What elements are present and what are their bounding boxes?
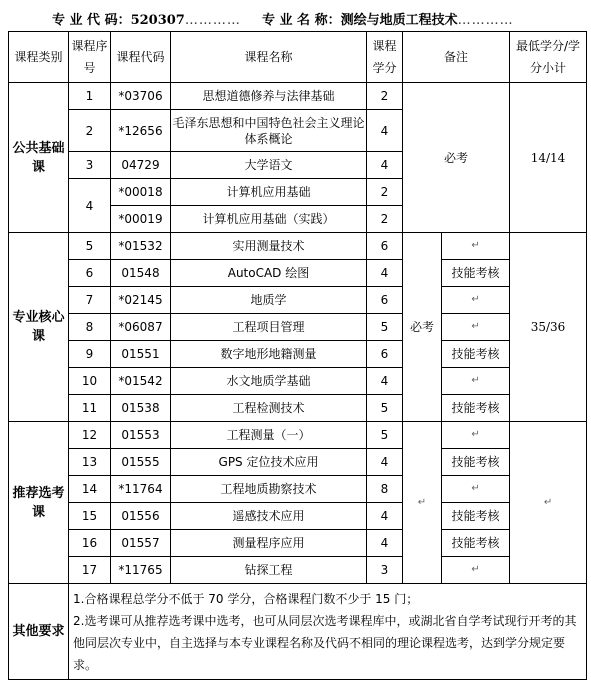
remark-cell: ↵ [442, 476, 510, 503]
seq-cell: 3 [69, 152, 111, 179]
note-cell: 必考 [403, 83, 510, 233]
credit-cell: 4 [367, 110, 403, 152]
seq-cell: 15 [69, 503, 111, 530]
code-cell: 01548 [111, 260, 171, 287]
col-header-seq: 课程序号 [69, 32, 111, 83]
code-cell: *01532 [111, 233, 171, 260]
course-name-cell: 水文地质学基础 [171, 368, 367, 395]
credit-cell: 4 [367, 152, 403, 179]
col-header-category: 课程类别 [9, 32, 69, 83]
credit-cell: 5 [367, 314, 403, 341]
course-name-cell: 毛泽东思想和中国特色社会主义理论体系概论 [171, 110, 367, 152]
remark-cell: 技能考核 [442, 503, 510, 530]
course-name-cell: AutoCAD 绘图 [171, 260, 367, 287]
seq-cell: 6 [69, 260, 111, 287]
code-cell: *00018 [111, 179, 171, 206]
course-name-cell: 工程检测技术 [171, 395, 367, 422]
table-row [9, 557, 587, 584]
code-cell: *00019 [111, 206, 171, 233]
course-name-cell: 地质学 [171, 287, 367, 314]
code-label-text: 专 业 代 码： [52, 13, 131, 28]
requirement-item-1: 1.合格课程总学分不低于 70 学分，合格课程门数不少于 15 门； [73, 591, 419, 606]
table-row [9, 503, 587, 530]
col-header-credit: 课程学分 [367, 32, 403, 83]
code-cell: *01542 [111, 368, 171, 395]
course-name-cell: 思想道德修养与法律基础 [171, 83, 367, 110]
seq-cell: 17 [69, 557, 111, 584]
other-requirements-label: 其他要求 [9, 584, 69, 680]
credit-cell: 4 [367, 368, 403, 395]
seq-cell: 11 [69, 395, 111, 422]
credit-cell: 2 [367, 206, 403, 233]
code-cell: *11764 [111, 476, 171, 503]
seq-cell: 8 [69, 314, 111, 341]
remark-cell: 技能考核 [442, 449, 510, 476]
leader-dots: ………… [457, 13, 514, 28]
seq-cell: 14 [69, 476, 111, 503]
min-credit-cell: ↵ [510, 422, 587, 584]
seq-cell: 1 [69, 83, 111, 110]
code-cell: 01553 [111, 422, 171, 449]
credit-cell: 4 [367, 503, 403, 530]
code-cell: *06087 [111, 314, 171, 341]
table-row [9, 260, 587, 287]
remark-cell: ↵ [442, 314, 510, 341]
table-row [9, 449, 587, 476]
col-header-min-credit: 最低学分/学分小计 [510, 32, 587, 83]
credit-cell: 6 [367, 287, 403, 314]
seq-cell: 13 [69, 449, 111, 476]
min-credit-cell: 35/36 [510, 233, 587, 422]
credit-cell: 3 [367, 557, 403, 584]
table-row [9, 422, 587, 449]
course-name-cell: 测量程序应用 [171, 530, 367, 557]
table-row [9, 476, 587, 503]
page-header [0, 0, 591, 30]
course-name-cell: 工程地质勘察技术 [171, 476, 367, 503]
table-row [9, 395, 587, 422]
major-code-label [52, 9, 241, 28]
code-cell: *03706 [111, 83, 171, 110]
name-label-text: 专 业 名 称： [262, 13, 341, 28]
major-code-value: 520307 [130, 13, 185, 28]
table-row [9, 341, 587, 368]
code-cell: 01538 [111, 395, 171, 422]
course-name-cell: 工程项目管理 [171, 314, 367, 341]
remark-cell: ↵ [442, 233, 510, 260]
course-name-cell: 计算机应用基础（实践） [171, 206, 367, 233]
code-cell: *12656 [111, 110, 171, 152]
table-header-row [9, 32, 587, 83]
credit-cell: 6 [367, 233, 403, 260]
code-cell: *02145 [111, 287, 171, 314]
remark-cell: ↵ [442, 422, 510, 449]
table-row [9, 83, 587, 110]
remark-cell: 技能考核 [442, 395, 510, 422]
col-header-name: 课程名称 [171, 32, 367, 83]
seq-cell: 4 [69, 179, 111, 233]
col-header-code: 课程代码 [111, 32, 171, 83]
seq-cell: 7 [69, 287, 111, 314]
course-name-cell: 钻探工程 [171, 557, 367, 584]
credit-cell: 4 [367, 260, 403, 287]
table-row [9, 368, 587, 395]
course-name-cell: 实用测量技术 [171, 233, 367, 260]
credit-cell: 5 [367, 395, 403, 422]
other-requirements-row [9, 584, 587, 680]
remark-cell: ↵ [442, 368, 510, 395]
credit-cell: 5 [367, 422, 403, 449]
code-cell: 01557 [111, 530, 171, 557]
seq-cell: 5 [69, 233, 111, 260]
table-row [9, 287, 587, 314]
credit-cell: 2 [367, 83, 403, 110]
credit-cell: 8 [367, 476, 403, 503]
credit-cell: 2 [367, 179, 403, 206]
code-cell: *11765 [111, 557, 171, 584]
seq-cell: 9 [69, 341, 111, 368]
remark-cell: 技能考核 [442, 530, 510, 557]
category-recommended-elective: 推荐选考课 [9, 422, 69, 584]
other-requirements-text [69, 584, 587, 680]
note-cell: 必考 [403, 233, 442, 422]
credit-cell: 4 [367, 530, 403, 557]
seq-cell: 12 [69, 422, 111, 449]
code-cell: 01551 [111, 341, 171, 368]
course-name-cell: 数字地形地籍测量 [171, 341, 367, 368]
code-cell: 01556 [111, 503, 171, 530]
course-name-cell: 遥感技术应用 [171, 503, 367, 530]
seq-cell: 10 [69, 368, 111, 395]
course-name-cell: 计算机应用基础 [171, 179, 367, 206]
credit-cell: 6 [367, 341, 403, 368]
category-public-basic: 公共基础课 [9, 83, 69, 233]
remark-cell: 技能考核 [442, 341, 510, 368]
code-cell: 01555 [111, 449, 171, 476]
course-plan-table [8, 31, 587, 680]
code-cell: 04729 [111, 152, 171, 179]
seq-cell: 16 [69, 530, 111, 557]
major-name-value: 测绘与地质工程技术 [340, 13, 458, 28]
requirement-item-2: 2.选考课可从推荐选考课中选考，也可从同层次选考课程库中，或湖北省自学考试现行开考的其他同层次专业中，自主选择与本专业课程名称及代码不相同的理论课程选考，达到学分规定要求。 [73, 613, 577, 672]
leader-dots: ………… [184, 13, 241, 28]
course-name-cell: 工程测量（一） [171, 422, 367, 449]
course-name-cell: GPS 定位技术应用 [171, 449, 367, 476]
table-row [9, 233, 587, 260]
remark-cell: ↵ [442, 287, 510, 314]
remark-cell: ↵ [442, 557, 510, 584]
min-credit-cell: 14/14 [510, 83, 587, 233]
col-header-note: 备注 [403, 32, 510, 83]
table-row [9, 314, 587, 341]
major-name-label [262, 9, 514, 28]
category-major-core: 专业核心课 [9, 233, 69, 422]
remark-cell: 技能考核 [442, 260, 510, 287]
note-cell: ↵ [403, 422, 442, 584]
table-row [9, 530, 587, 557]
credit-cell: 4 [367, 449, 403, 476]
course-name-cell: 大学语文 [171, 152, 367, 179]
seq-cell: 2 [69, 110, 111, 152]
